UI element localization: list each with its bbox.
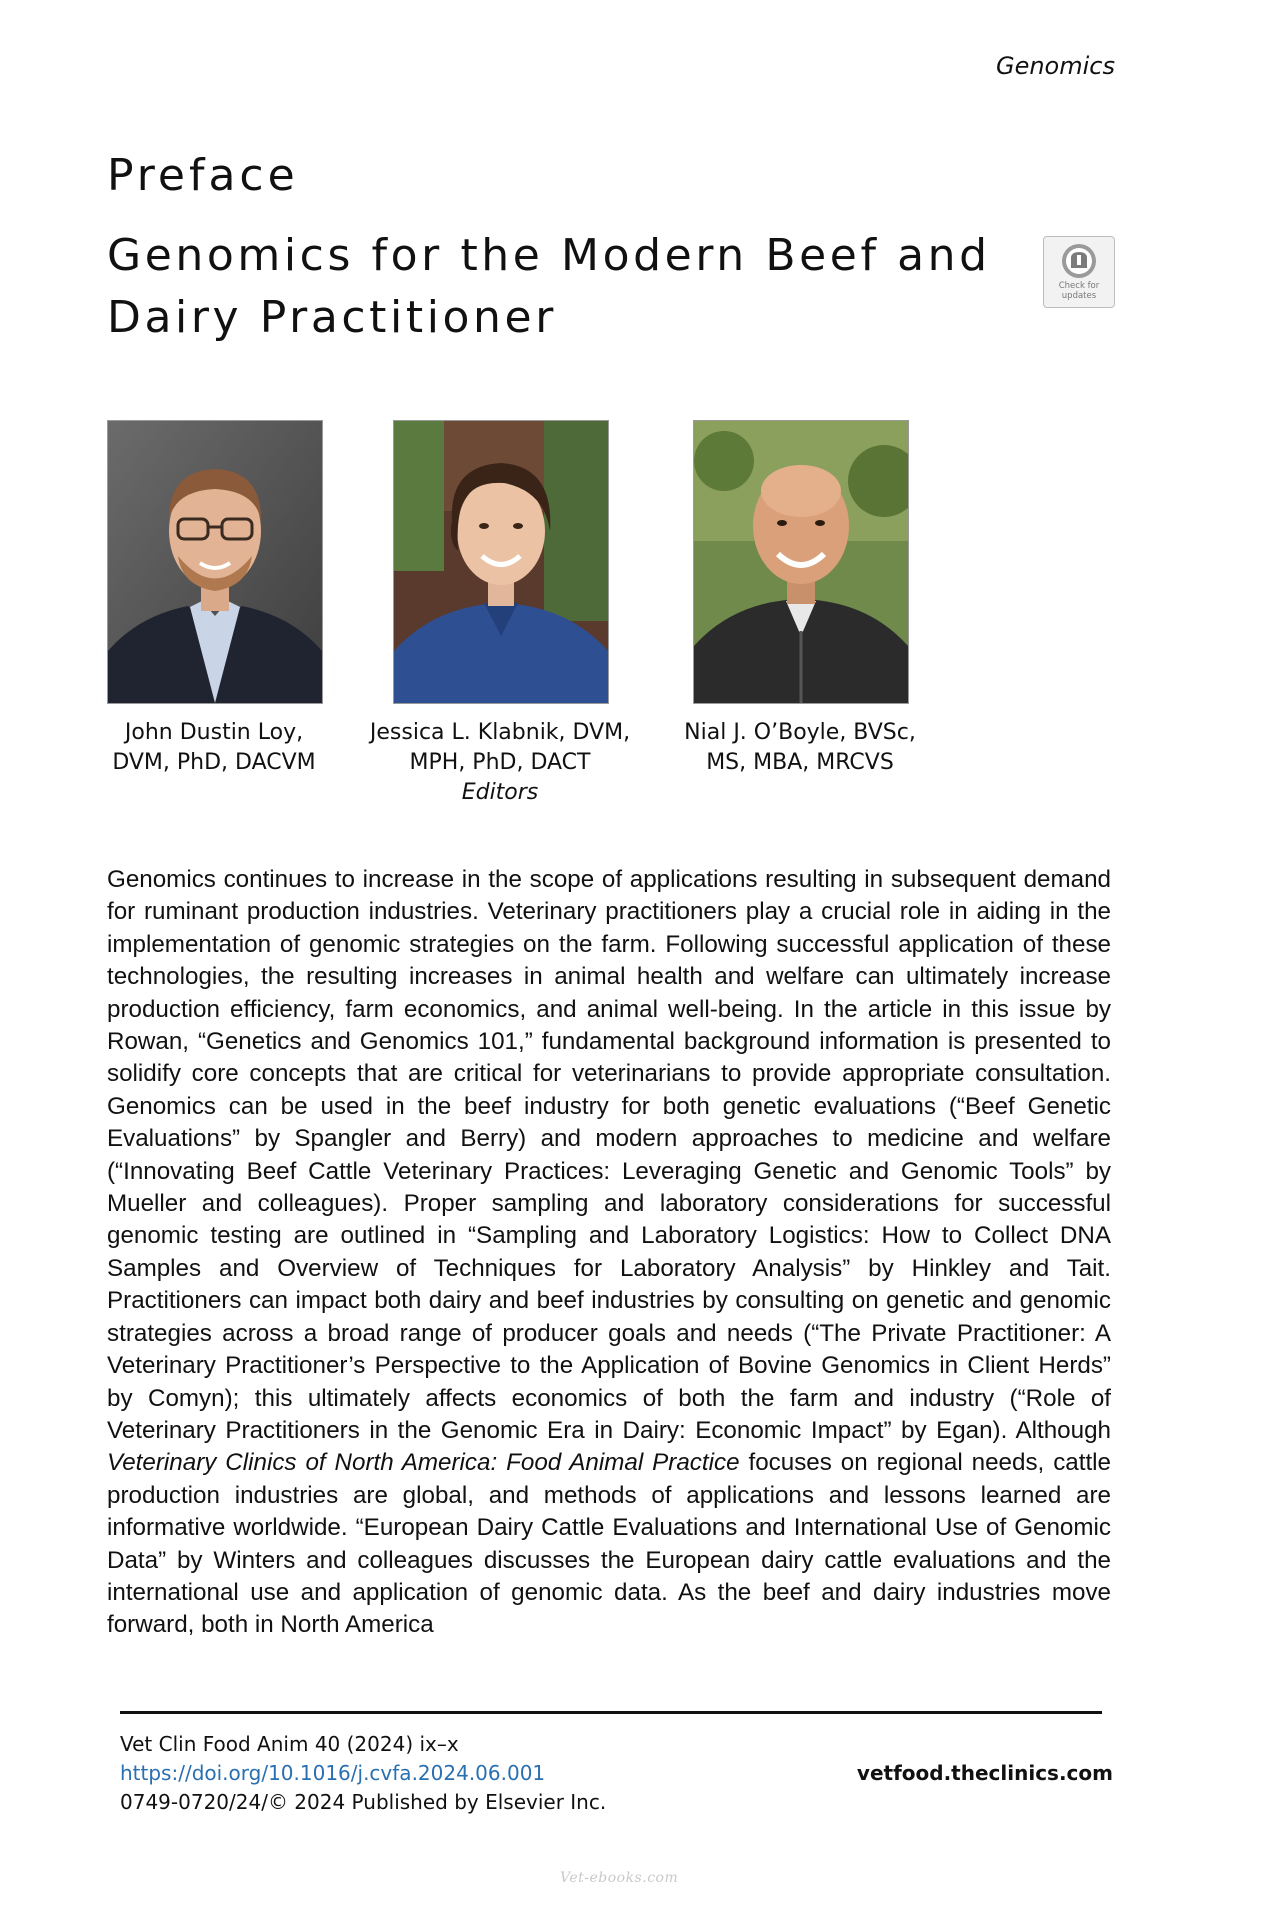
editor-name: John Dustin Loy, [124,720,304,745]
editor-credentials: MS, MBA, MRCVS [706,750,894,775]
citation: Vet Clin Food Anim 40 (2024) ix–x [120,1732,459,1756]
check-updates-line-1: Check for [1058,281,1100,291]
article-title [107,225,1007,349]
editor-photo-loy [107,420,323,704]
editor-name: Jessica L. Klabnik, DVM, [369,720,631,745]
editor-photo-klabnik [393,420,609,704]
editor-caption-klabnik [350,718,650,778]
doi-link[interactable]: https://doi.org/10.1016/j.cvfa.2024.06.001 [120,1761,546,1785]
footer-divider [120,1711,1102,1714]
copyright: 0749-0720/24/© 2024 Published by Elsevier Inc. [120,1790,607,1814]
body-text-part-1: Genomics continues to increase in the scope of applications resulting in subsequent demand for ruminant production industries. Veterinary practitioners play a crucial role in aiding in the implementation of genomic strategies on the farm. Following successful application of these technologies, the resulting increases in animal health and welfare can ultimately increase production efficiency, farm economics, and animal well-being. In the article in this issue by Rowan, “Genetics and Genomics 101,” fundamental background information is presented to solidify core concepts that are critical for veterinarians to provide appropriate consultation. Genomics can be used in the beef industry for both genetic evaluations (“Beef Genetic Evaluations” by Spangler and Berry) and modern approaches to medicine and welfare (“Innovating Beef Cattle Veterinary Practices: Leveraging Genetic and Genomic Tools” by Mueller and colleagues). Proper sampling and laboratory considerations for successful genomic testing are outlined in “Sampling and Laboratory Logistics: How to Collect DNA Samples and Overview of Techniques for Laboratory Analysis” by Hinkley and Tait. Practitioners can impact both dairy and beef industries by consulting on genetic and genomic strategies across a broad range of producer goals and needs (“The Private Practitioner: A Veterinary Practitioner’s Perspective to the Application of Bovine Genomics in Client Herds” by Comyn); this ultimately affects economics of both the farm and industry (“Role of Veterinary Practitioners in the Genomic Era in Dairy: Economic Impact” by Egan). Although [107,866,1111,1444]
editors-label: Editors [461,780,539,805]
check-updates-icon [1060,242,1098,280]
check-for-updates-badge[interactable] [1043,236,1115,308]
editor-caption-loy [64,718,364,778]
check-updates-label [1059,281,1100,301]
running-head: Genomics [995,52,1115,80]
title-line-1: Genomics for the Modern Beef and [107,230,991,281]
editor-credentials: MPH, PhD, DACT [409,750,591,775]
editor-credentials: DVM, PhD, DACVM [112,750,316,775]
check-updates-line-2: updates [1061,291,1097,301]
preface-body-paragraph [107,864,1111,1642]
editor-name: Nial J. O’Boyle, BVSc, [684,720,916,745]
footer-citation-block [120,1730,606,1817]
editor-photo-oboyle [693,420,909,704]
watermark-text: Vet-ebooks.com [560,1870,679,1886]
journal-website: vetfood.theclinics.com [856,1761,1113,1785]
section-label: Preface [107,150,299,201]
editor-caption-oboyle [650,718,950,778]
body-text-part-2: focuses on regional needs, cattle production industries are global, and methods of applications and lessons learned are informative worldwide. “European Dairy Cattle Evaluations and International Use of Genomic Data” by Winters and colleagues discusses the European dairy cattle evaluations and the international use and application of genomic data. As the beef and dairy industries move forward, both in North America [107,1449,1112,1639]
title-line-2: Dairy Practitioner [107,292,557,343]
journal-name: Veterinary Clinics of North America: Food Animal Practice [107,1449,740,1477]
